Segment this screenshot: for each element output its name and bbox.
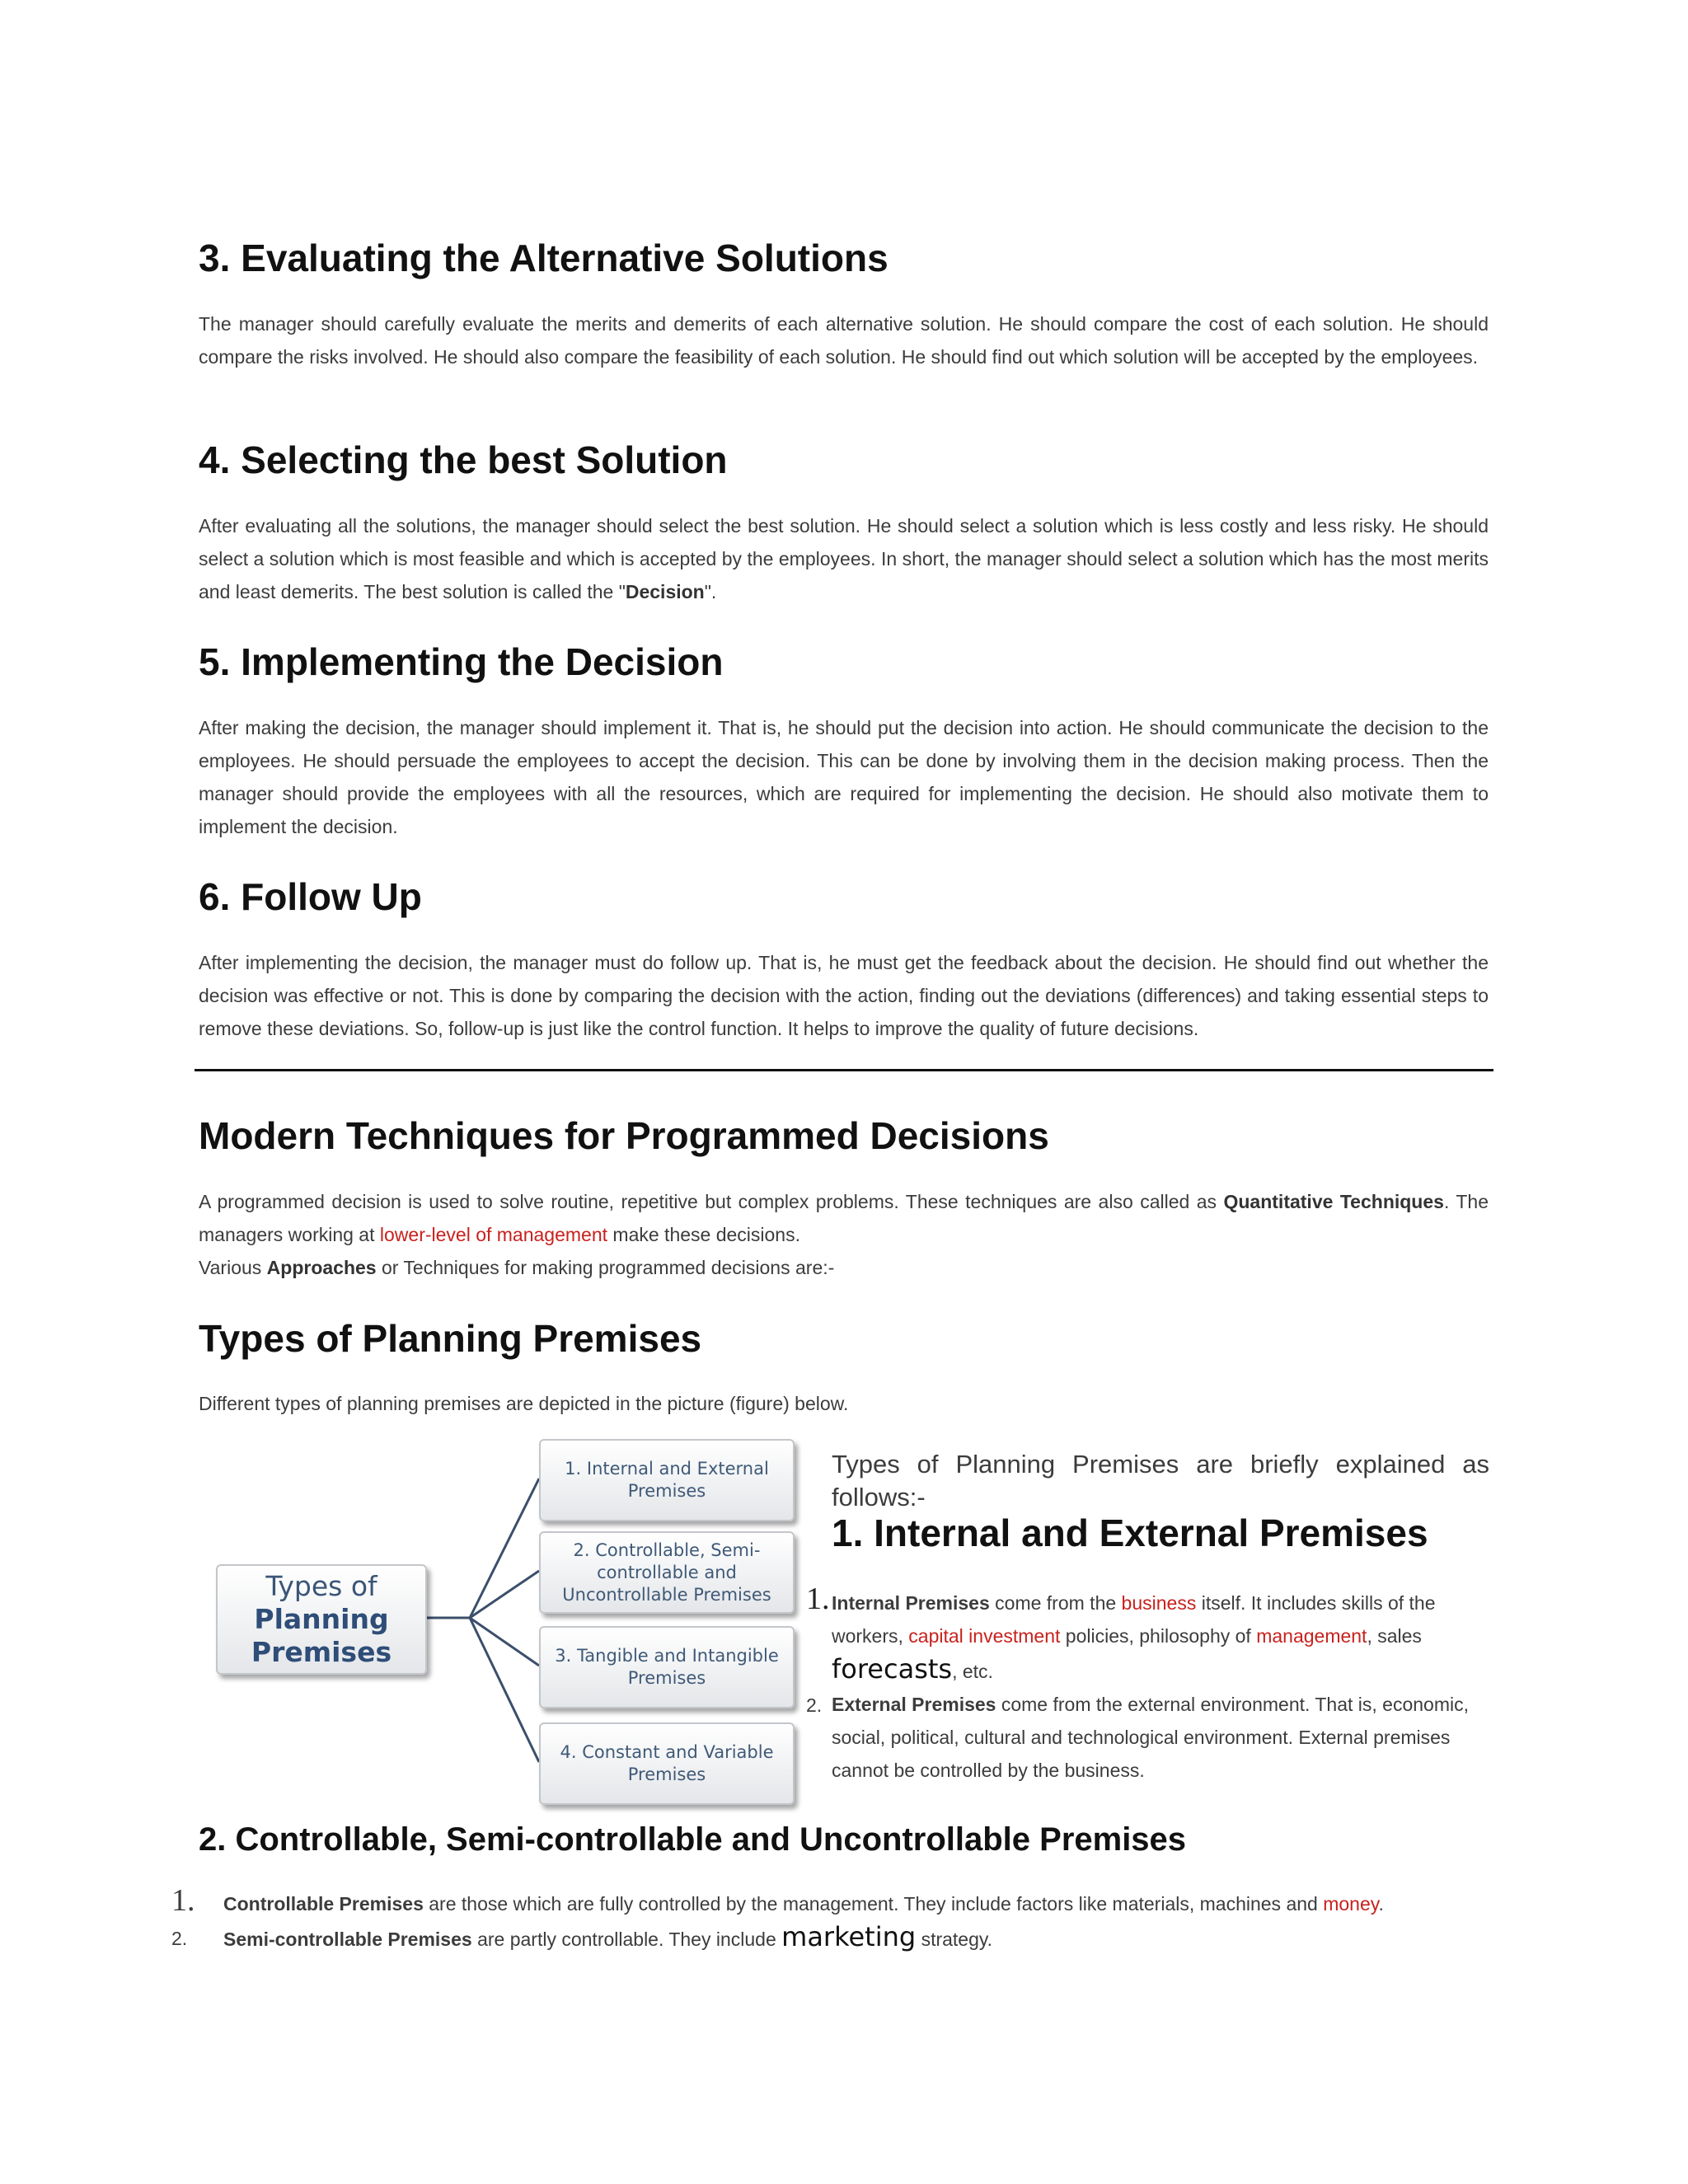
section-heading-evaluating: 3. Evaluating the Alternative Solutions bbox=[199, 237, 889, 279]
subheading-internal-external: 1. Internal and External Premises bbox=[832, 1511, 1428, 1554]
subheading-controllable: 2. Controllable, Semi-controllable and Uncontrollable Premises bbox=[199, 1821, 1187, 1858]
diagram-main-node: Types of Planning Premises bbox=[216, 1564, 427, 1675]
diagram-node-controllable: 2. Controllable, Semi-controllable and Uncontrollable Premises bbox=[539, 1531, 795, 1614]
section-heading-selecting: 4. Selecting the best Solution bbox=[199, 438, 728, 481]
business-link[interactable]: business bbox=[1121, 1592, 1197, 1614]
section-text-implementing: After making the decision, the manager should implement it. That is, he should put the decision into action. He should communicate the decision to the employees. He should persuade the employees to accept the decision. This can be done by involving them in the decision making process. Then the manager should provide the employees with all the resources, which are required for implementing the decision. He should also motivate them to implement the decision. bbox=[199, 717, 1489, 837]
diagram-node-tangible: 3. Tangible and Intangible Premises bbox=[539, 1626, 795, 1708]
section-heading-modern-techniques: Modern Techniques for Programmed Decisions bbox=[199, 1114, 1049, 1157]
decision-term: Decision bbox=[625, 581, 705, 602]
management-link[interactable]: management bbox=[1256, 1625, 1367, 1647]
section-text-selecting: After evaluating all the solutions, the manager should select the best solution. He should select a solution which is less costly and less risky. He should select a solution which is most feasible and which is accepted by the employees. In short, the manager should select a solution which has the most merits and least demerits. The best solution is called the "Decision". bbox=[199, 515, 1489, 602]
diagram-node-internal-external: 1. Internal and External Premises bbox=[539, 1439, 795, 1521]
bottom-list-number-1: 1. bbox=[171, 1883, 195, 1918]
section-text-follow-up: After implementing the decision, the manager must do follow up. That is, he must get the feedback about the decision. He should find out whether the decision was effective or not. This is done by comparing the decision with the action, finding out the deviations (differences) and taking essential steps to remove these deviations. So, follow-up is just like the control function. It helps to improve the quality of future decisions. bbox=[199, 952, 1489, 1039]
external-premises-item: External Premises come from the external environment. That is, economic, social, political, cultural and technological environment. External premises cannot be controlled by the business. bbox=[832, 1694, 1470, 1781]
section-heading-implementing: 5. Implementing the Decision bbox=[199, 640, 724, 683]
horizontal-divider bbox=[195, 1069, 1493, 1071]
planning-premises-diagram bbox=[206, 1424, 799, 1811]
premises-explained-intro: Types of Planning Premises are briefly explained as follows:- bbox=[832, 1450, 1489, 1511]
controllable-premises-item: Controllable Premises are those which are fully controlled by the management. They include factors like materials, machines and money. bbox=[223, 1893, 1384, 1915]
money-link[interactable]: money bbox=[1323, 1893, 1379, 1915]
section-text-evaluating: The manager should carefully evaluate the merits and demerits of each alternative solution. He should compare the cost of each solution. He should compare the risks involved. He should also compare the feasibility of each solution. He should find out which solution will be accepted by the employees. bbox=[199, 313, 1489, 368]
section-heading-planning-premises: Types of Planning Premises bbox=[199, 1317, 702, 1360]
diagram-node-constant-variable: 4. Constant and Variable Premises bbox=[539, 1722, 795, 1805]
list-number-1: 1. bbox=[806, 1582, 830, 1616]
lower-level-management-link[interactable]: lower-level of management bbox=[379, 1224, 608, 1245]
internal-premises-item: Internal Premises come from the business itself. It includes skills of the workers, capital investment policies, philosophy of management, sales forecasts, etc. bbox=[832, 1592, 1436, 1685]
semi-controllable-premises-item: Semi-controllable Premises are partly controllable. They include marketing strategy. bbox=[223, 1921, 993, 1952]
section-heading-follow-up: 6. Follow Up bbox=[199, 875, 422, 918]
section-text-modern-techniques: A programmed decision is used to solve routine, repetitive but complex problems. These techniques are also called as Quantitative Techniques. The managers working at lower-level of management make these decisions. Various Approaches or Techniques for making programmed decisions are:- bbox=[199, 1191, 1489, 1278]
list-number-2: 2. bbox=[806, 1694, 823, 1716]
planning-premises-intro: Different types of planning premises are depicted in the picture (figure) below. bbox=[199, 1393, 849, 1414]
capital-investment-link[interactable]: capital investment bbox=[908, 1625, 1061, 1647]
bottom-list-number-2: 2. bbox=[171, 1928, 188, 1949]
